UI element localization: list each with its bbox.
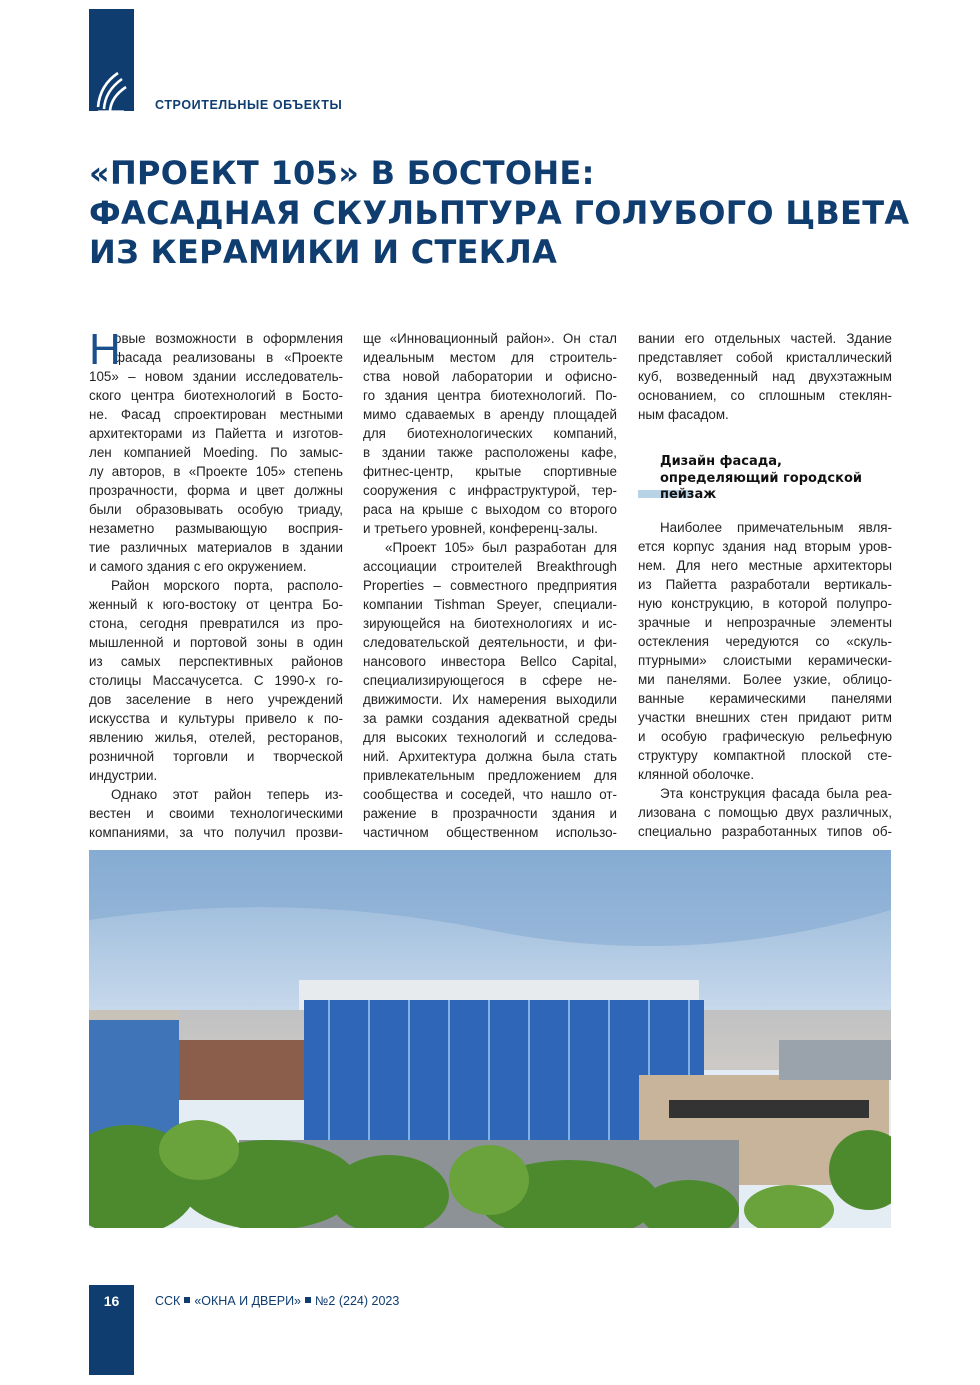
text-line: раса на крыше с выходом со второго: [363, 502, 617, 517]
text-line: ний. Архитектура должна была стать: [363, 749, 617, 764]
drop-cap: Н: [89, 325, 121, 374]
text-line: представляет собой кристаллический: [638, 350, 892, 365]
text-line: куб, возведенный над двухэтажным: [638, 369, 892, 384]
text-line: клянной оболочке.: [638, 766, 755, 782]
subheading-line: пейзаж: [660, 487, 717, 502]
text-line: и особую графическую рельефную: [638, 728, 892, 744]
text-line: фитнес-центр, крытые спортивные: [363, 464, 617, 479]
text-line: Наиболее примечательным явля-: [660, 519, 892, 535]
page-number: 16: [103, 1293, 120, 1309]
text-line: лизована с помощью двух различных,: [638, 804, 892, 820]
text-line: го здания центра биотехнологий. По-: [363, 388, 617, 403]
text-line: зирующейся на биотехнологиях и ис-: [363, 616, 617, 631]
building-photo: [89, 850, 891, 1228]
text-line: Эта конструкция фасада была реа-: [660, 785, 892, 801]
text-line: в здании также расположены кафе,: [363, 445, 617, 460]
text-line: не. Фасад спроектирован местными: [89, 407, 343, 422]
text-line: индустрии.: [89, 768, 158, 783]
text-line: участки внешних стен придают ритм: [638, 709, 892, 725]
text-line: нансового инвестора Bellco Capital,: [363, 654, 617, 669]
magazine-logo: [89, 9, 134, 111]
text-line: ского центра биотехнологий в Босто-: [89, 388, 343, 403]
title-line: ИЗ КЕРАМИКИ И СТЕКЛА: [89, 233, 558, 271]
text-line: идеальным местом для строитель-: [363, 350, 617, 365]
text-line: искусства и культуры привело к по-: [89, 711, 343, 726]
article-column-1: [89, 325, 343, 842]
text-line: прозрачности, форма и цвет должны: [89, 483, 343, 498]
text-line: лен компанией Moeding. По замыс-: [89, 445, 343, 460]
text-line: нем. Для него местные архитекторы: [638, 557, 892, 573]
text-line: фасада реализованы в «Проекте: [114, 350, 343, 365]
text-line: сообщества и соседей, что нашло от-: [363, 787, 617, 802]
text-line: вестен и своими технологическими: [89, 806, 343, 821]
article-column-2: [363, 329, 617, 842]
text-line: птурными» слоистыми керамически-: [638, 652, 892, 668]
text-line: следовательской деятельности, и фи-: [363, 635, 617, 650]
title-line: ФАСАДНАЯ СКУЛЬПТУРА ГОЛУБОГО ЦВЕТА: [89, 193, 910, 232]
text-line: Однако этот район теперь из-: [111, 787, 343, 802]
text-line: тие различных материалов в здании: [89, 540, 343, 555]
text-line: мышленной и портовой зоны в один: [89, 635, 343, 650]
text-line: дов заселение в него учреждений: [89, 692, 343, 707]
text-line: мимо сдаваемых в аренду площадей: [363, 407, 617, 422]
text-line: стона, сегодня превратился из про-: [89, 616, 343, 631]
text-line: для биотехнологических компаний,: [363, 426, 617, 441]
text-line: незаметно размывающую восприя-: [89, 521, 343, 536]
text-line: привлекательным предложением для: [363, 768, 617, 783]
text-line: розничной торговли и творческой: [89, 749, 343, 764]
text-line: лу авторов, в «Проекте 105» степень: [89, 464, 343, 479]
text-line: из самых перспективных районов: [89, 654, 343, 669]
text-line: женный к юго-востоку от центра Бо-: [89, 597, 343, 612]
text-line: архитекторами из Пайетта и изготов-: [89, 426, 343, 441]
text-line: специализирующегося в сфере не-: [363, 673, 617, 688]
text-line: структуру компактной плоской сте-: [638, 747, 892, 763]
text-line: зрачные и непрозрачные элементы: [638, 614, 892, 630]
text-line: компаниями, за что получил прозви-: [89, 825, 343, 840]
text-line: из Пайетта разработали вертикаль-: [638, 576, 892, 592]
article-title: [89, 154, 909, 273]
subheading: [660, 454, 892, 504]
text-line: Properties – совместного предприятия: [363, 578, 617, 593]
separator-square-icon: [305, 1297, 311, 1303]
footer-publication: [155, 1294, 399, 1308]
text-line: ванные керамическими панелями: [638, 690, 892, 706]
section-label: СТРОИТЕЛЬНЫЕ ОБЪЕКТЫ: [155, 98, 343, 112]
logo-arcs-icon: [94, 71, 128, 115]
text-line: овые возможности в оформления: [114, 331, 343, 346]
text-line: ную конструкцию, в которой полупро-: [638, 595, 892, 611]
text-line: частичном общественном использо-: [363, 825, 617, 840]
page-number-block: [89, 1285, 134, 1375]
text-line: для высоких технологий и сследова-: [363, 730, 617, 745]
text-line: ассоциации строителей Breakthrough: [363, 559, 617, 574]
text-line: 105» – новом здании исследователь-: [89, 369, 343, 384]
text-line: столицы Массачусетса. С 1990-х го-: [89, 673, 343, 688]
text-line: «Проект 105» был разработан для: [385, 540, 617, 555]
text-line: ется корпус здания над вторым уров-: [638, 538, 892, 554]
text-line: ства новой лаборатории и офисно-: [363, 369, 617, 384]
text-line: и самого здания с его окружением.: [89, 559, 307, 574]
article-column-3: [638, 329, 892, 841]
text-line: специально разработанных типов об-: [638, 823, 892, 839]
text-line: основанием, со сплошным стеклян-: [638, 388, 892, 403]
text-line: сооружения с инфраструктурой, тер-: [363, 483, 617, 498]
text-line: и третьего уровней, конференц-залы.: [363, 521, 598, 536]
footer-issue: №2 (224) 2023: [315, 1294, 400, 1308]
text-line: явлению жилья, отелей, ресторанов,: [89, 730, 343, 745]
text-line: ще «Инновационный район». Он стал: [363, 331, 617, 346]
text-line: движимости. Их намерения выходили: [363, 692, 617, 707]
text-line: вании его отдельных частей. Здание: [638, 331, 892, 346]
text-line: Район морского порта, располо-: [111, 578, 343, 593]
text-line: ным фасадом.: [638, 407, 729, 422]
text-line: были образовывать особую триаду,: [89, 502, 343, 517]
footer-magazine: «ОКНА И ДВЕРИ»: [194, 1294, 302, 1308]
separator-square-icon: [184, 1297, 190, 1303]
footer-publisher: ССК: [155, 1294, 181, 1308]
text-line: компании Tishman Speyer, специали-: [363, 597, 617, 612]
subheading-line: определяющий городской: [660, 470, 863, 486]
text-line: ми панелями. Более узкие, облицо-: [638, 671, 892, 687]
subheading-line: Дизайн фасада,: [660, 454, 782, 469]
title-line: «ПРОЕКТ 105» В БОСТОНЕ:: [89, 154, 595, 192]
text-line: за рамки создания адекватной среды: [363, 711, 617, 726]
text-line: ражение в прозрачности здания и: [363, 806, 617, 821]
text-line: остекления чередуются со «скуль-: [638, 633, 892, 649]
